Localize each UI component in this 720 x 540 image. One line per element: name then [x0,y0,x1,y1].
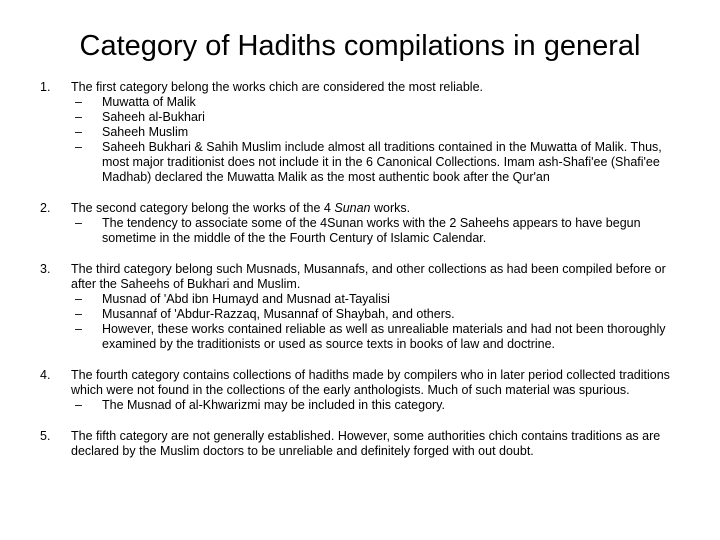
list-item-1 [40,80,685,185]
list-item-5 [40,429,685,459]
sub-item-text: Saheeh al-Bukhari [102,110,205,124]
sub-list [71,216,685,246]
slide-content [40,80,685,475]
dash-bullet: – [75,292,82,306]
sub-item [71,398,685,413]
dash-bullet: – [75,125,82,139]
item-text: The fourth category contains collections of hadiths made by compilers who in later period collected traditions which were not found in the collections of the early anthologists. Much of such material was spurious. [71,368,670,397]
list-item-4 [40,368,685,413]
sub-item-text: Saheeh Bukhari & Sahih Muslim include almost all traditions contained in the Muwatta of Malik. Thus, most major traditionist does not include it in the 6 Canonical Collections. Imam ash-Shafi'ee (Shafi'ee Madhab) declared the Muwatta Malik as the most authentic book after the Qur'an [102,140,662,184]
item-text: The third category belong such Musnads, Musannafs, and other collections as had been compiled before or after the Saheehs of Bukhari and Muslim. [71,262,666,291]
item-number: 1. [40,80,51,94]
item-number: 4. [40,368,51,382]
sub-item [71,95,685,110]
sub-list [71,95,685,185]
dash-bullet: – [75,307,82,321]
sub-list [71,398,685,413]
sub-item [71,110,685,125]
list-item-3 [40,262,685,352]
item-text: The first category belong the works chich are considered the most reliable. [71,80,484,94]
slide-title: Category of Hadiths compilations in general [79,30,641,62]
item-text: The fifth category are not generally established. However, some authorities chich contains traditions as are declared by the Muslim doctors to be unreliable and definitely forged with out doubt. [71,429,661,458]
item-text-end: works. [370,201,411,215]
item-text [71,201,685,216]
dash-bullet: – [75,322,82,336]
sub-item [71,216,685,246]
sub-item [71,322,685,352]
sub-item-text: Musnad of 'Abd ibn Humayd and Musnad at-Tayalisi [102,292,390,306]
sub-item-text: Musannaf of 'Abdur-Razzaq, Musannaf of Shaybah, and others. [102,307,455,321]
sub-list [71,292,685,352]
sub-item [71,140,685,185]
item-number: 3. [40,262,51,276]
sub-item [71,125,685,140]
dash-bullet: – [75,95,82,109]
dash-bullet: – [75,398,82,412]
item-text-emphasis: Sunan [334,201,371,215]
dash-bullet: – [75,140,82,154]
sub-item-text: However, these works contained reliable as well as unrealiable materials and had not been thoroughly examined by the traditionists or used as source texts in books of law and doctrine. [102,322,666,351]
item-text-start: The second category belong the works of the 4 [71,201,335,215]
sub-item [71,307,685,322]
item-number: 2. [40,201,51,215]
sub-item-text: Saheeh Muslim [102,125,189,139]
item-number: 5. [40,429,51,443]
dash-bullet: – [75,110,82,124]
sub-item-text: Muwatta of Malik [102,95,196,109]
sub-item-text: The Musnad of al-Khwarizmi may be included in this category. [102,398,445,412]
sub-item [71,292,685,307]
sub-item-text: The tendency to associate some of the 4Sunan works with the 2 Saheehs appears to have begun sometime in the middle of the the Fourth Century of Islamic Calendar. [102,216,641,245]
list-item-2 [40,201,685,246]
dash-bullet: – [75,216,82,230]
